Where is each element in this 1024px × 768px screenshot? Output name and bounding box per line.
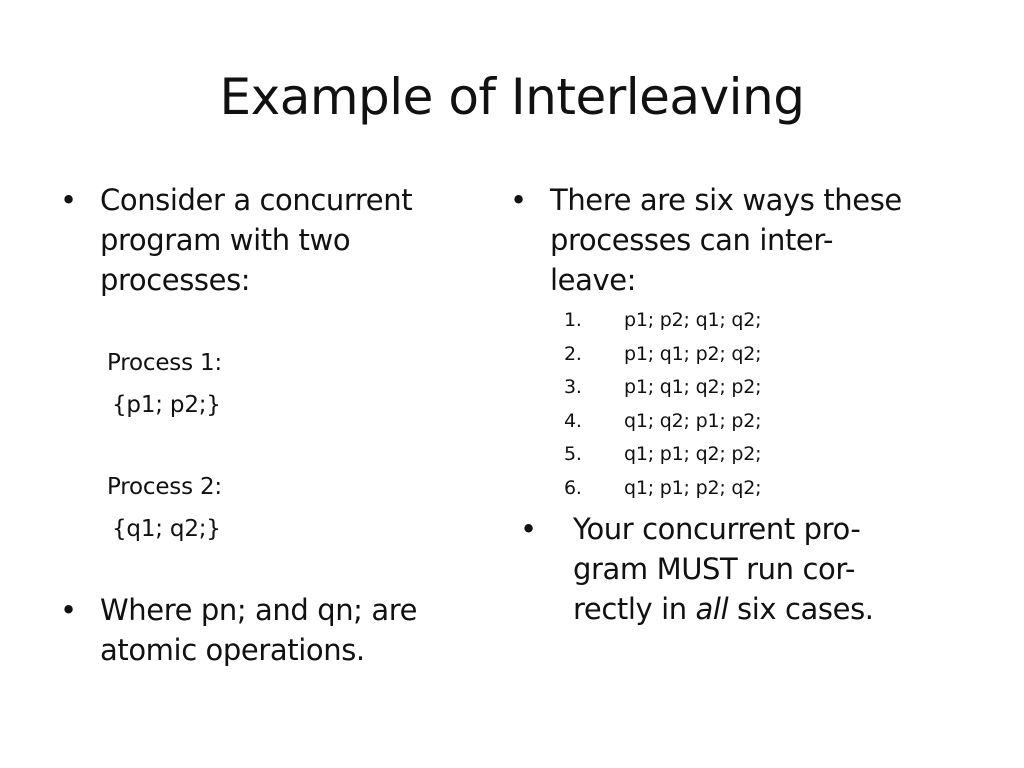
bullet-icon: • — [60, 593, 77, 627]
bullet-text-line: processes can inter- — [550, 223, 834, 257]
process2-label: Process 2: — [107, 474, 222, 500]
ordering-text: q1; p1; p2; q2; — [624, 476, 762, 499]
bullet-text-line: atomic operations. — [100, 633, 365, 667]
ordering-list — [506, 304, 966, 505]
bullet-interleavings — [506, 180, 966, 300]
ordering-item — [506, 371, 966, 405]
bullet-text-line: There are six ways these — [550, 183, 902, 217]
process1-label: Process 1: — [107, 350, 222, 376]
ordering-number: 6. — [564, 476, 582, 499]
bullet-text-line: program with two — [100, 223, 351, 257]
bullet-text-line: processes: — [100, 263, 251, 297]
bullet-text-line: Where pn; and qn; are — [100, 593, 418, 627]
ordering-text: p1; p2; q1; q2; — [624, 309, 762, 331]
bullet-closing — [506, 509, 966, 629]
ordering-item — [506, 438, 966, 472]
ordering-text: q1; p1; q2; p2; — [624, 443, 762, 465]
bullet-text-line: leave: — [550, 263, 637, 297]
text-run: six cases. — [728, 592, 874, 626]
left-column — [56, 180, 486, 670]
ordering-number: 1. — [564, 309, 582, 331]
bullet-icon: • — [510, 183, 527, 217]
bullet-icon: • — [520, 512, 537, 546]
bullet-text-line: Consider a concurrent — [100, 183, 413, 217]
ordering-text: p1; q1; p2; q2; — [624, 342, 762, 365]
ordering-item — [506, 405, 966, 439]
ordering-text: q1; q2; p1; p2; — [624, 409, 762, 432]
process2-body: {q1; q2;} — [112, 516, 221, 542]
bullet-icon: • — [60, 183, 77, 217]
ordering-number: 3. — [564, 376, 582, 398]
ordering-number: 2. — [564, 342, 582, 365]
ordering-item — [506, 304, 966, 338]
emphasis-text: all — [695, 592, 729, 626]
right-column — [506, 180, 966, 629]
slide-title: Example of Interleaving — [219, 68, 805, 126]
ordering-text: p1; q1; q2; p2; — [624, 376, 762, 398]
bullet-text-line — [573, 589, 966, 629]
bullet-text-line: Your concurrent pro- — [573, 512, 861, 546]
text-run: rectly in — [573, 592, 696, 626]
bullet-text-line: gram MUST run cor- — [573, 552, 856, 586]
bullet-note — [56, 590, 486, 670]
ordering-number: 5. — [564, 443, 582, 465]
bullet-intro — [56, 180, 486, 300]
ordering-number: 4. — [564, 409, 582, 432]
ordering-item — [506, 472, 966, 506]
ordering-item — [506, 338, 966, 372]
process1-body: {p1; p2;} — [112, 392, 221, 418]
